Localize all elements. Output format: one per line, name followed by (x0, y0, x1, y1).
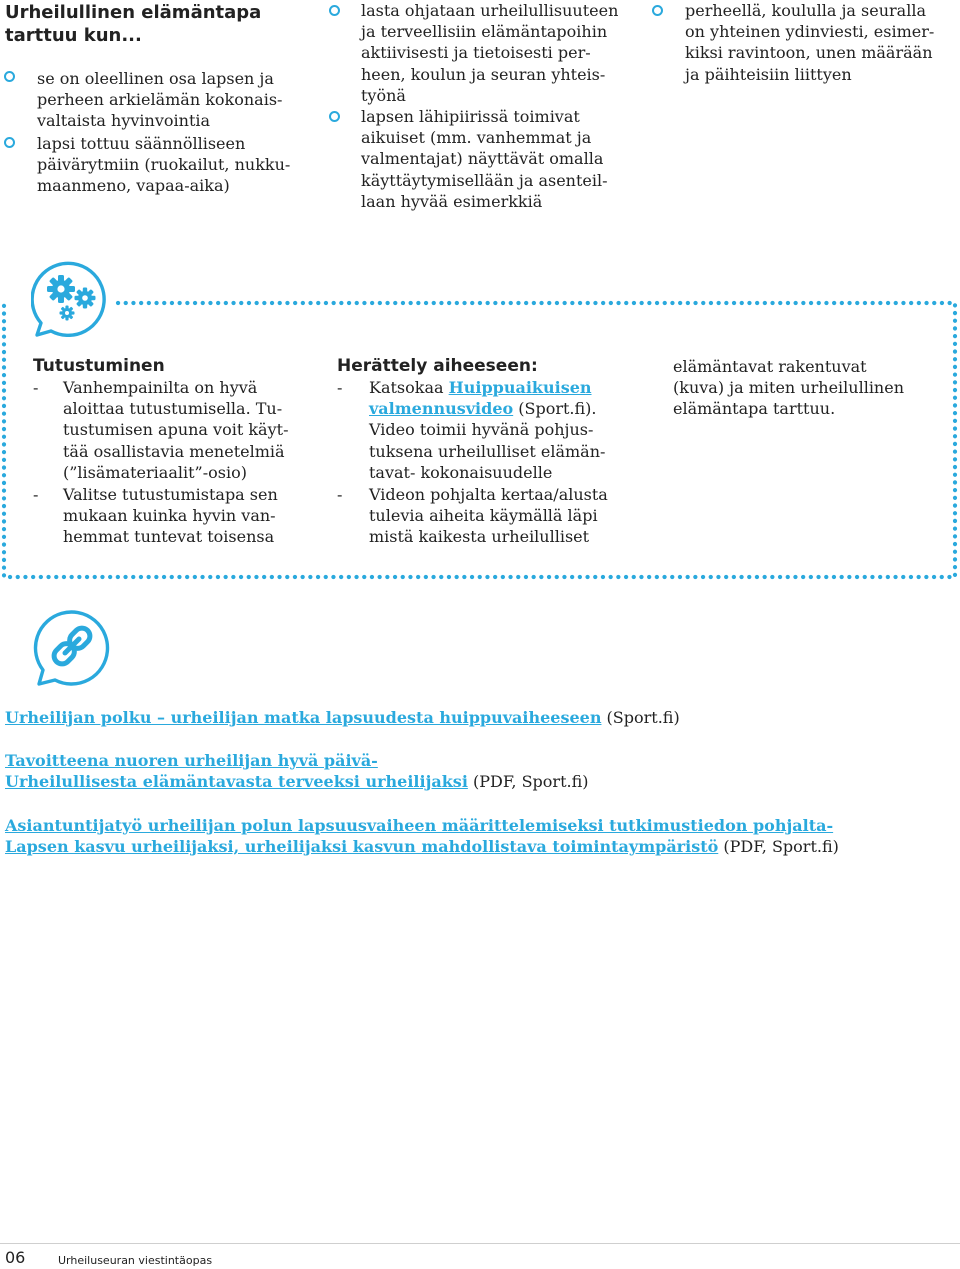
bullet-icon (4, 137, 15, 148)
text-line: päivärytmiin (ruokailut, nukku- (37, 155, 291, 175)
col3-item (685, 0, 934, 85)
text-line: Video toimii hyvänä pohjus- (369, 420, 594, 440)
box-left-column (33, 356, 165, 377)
text-line: hemmat tuntevat toisensa (63, 527, 275, 547)
text: (Sport.fi) (601, 708, 680, 727)
text-line: maanmeno, vapaa-aika) (37, 176, 230, 196)
footer-divider (0, 1243, 960, 1244)
text-line (5, 836, 839, 857)
bullet-icon (4, 71, 15, 82)
text-line: perheellä, koululla ja seuralla (685, 1, 926, 20)
resource-link-text[interactable]: Tavoitteena nuoren urheilijan hyvä päivä- (5, 751, 378, 770)
text-line: käyttäytymisellään ja asenteil- (361, 170, 608, 190)
text-line: (”lisämateriaalit”-osio) (63, 462, 247, 482)
video-link[interactable]: valmennusvideo (369, 399, 514, 419)
resource-link-text[interactable]: Urheilullisesta elämäntavasta terveeksi urheilijaksi (5, 772, 468, 792)
text-line: lasta ohjataan urheilullisuuteen (361, 1, 619, 20)
col1-item (37, 133, 290, 197)
dash: - (337, 485, 343, 504)
col2-item (361, 106, 608, 212)
box-heading: Herättely aiheeseen: (337, 356, 538, 376)
col2-item (361, 0, 618, 106)
section-title-line: Urheilullinen elämäntapa (5, 2, 262, 23)
text-line (5, 771, 589, 792)
text-line: kiksi ravintoon, unen määrään (685, 43, 933, 63)
resource-link (5, 750, 589, 792)
box-heading: Tutustuminen (33, 356, 165, 376)
text-line: ja päihteisiin liittyen (685, 64, 852, 84)
text-line: valmentajat) näyttävät omalla (361, 149, 604, 169)
gears-speech-bubble-icon (31, 261, 111, 337)
text: (PDF, Sport.fi) (467, 772, 589, 792)
text-line: tulevia aiheita käymällä läpi (369, 506, 598, 526)
text-line: Vanhempainilta on hyvä (63, 378, 258, 397)
text-line: työnä (361, 85, 406, 105)
text-line (369, 398, 605, 419)
text-line: tavat- kokonaisuudelle (369, 462, 553, 482)
box-item (63, 377, 288, 483)
box-item (369, 484, 608, 548)
text-line: lapsen lähipiirissä toimivat (361, 107, 580, 126)
resource-link-text[interactable]: Asiantuntijatyö urheilijan polun lapsuusvaiheen määrittelemiseksi tutkimustiedon pohjalta- (5, 816, 834, 835)
text-line: tuksena urheilulliset elämän- (369, 441, 606, 461)
text-line: heen, koulun ja seuran yhteis- (361, 64, 606, 84)
text: Katsokaa (369, 378, 449, 397)
resource-link-text[interactable]: Lapsen kasvu urheilijaksi, urheilijaksi kasvun mahdollistava toimintaympäristö (5, 837, 719, 857)
text-line: mistä kaikesta urheilulliset (369, 527, 590, 547)
text: (PDF, Sport.fi) (718, 837, 839, 857)
text-line: ja terveellisiin elämäntapoihin (361, 22, 608, 42)
text-line: aloittaa tutustumisella. Tu- (63, 399, 283, 419)
resource-link (5, 815, 839, 857)
text-line: Videon pohjalta kertaa/alusta (369, 485, 608, 504)
text: (Sport.fi). (513, 399, 597, 419)
text-line (5, 707, 680, 728)
link-speech-bubble-icon (33, 604, 111, 688)
text-line: tää osallistavia menetelmiä (63, 441, 285, 461)
text-line (5, 815, 839, 836)
dash: - (33, 378, 39, 397)
dash: - (337, 378, 343, 397)
text-line: on yhteinen ydinviesti, esimer- (685, 22, 935, 42)
section-title-line: tarttuu kun... (5, 25, 142, 46)
box-item (63, 484, 278, 548)
bullet-icon (329, 5, 340, 16)
text-line (5, 750, 589, 771)
section-title (5, 1, 261, 47)
dash: - (33, 485, 39, 504)
text-line: mukaan kuinka hyvin van- (63, 506, 276, 526)
text-line: laan hyvää esimerkkiä (361, 191, 543, 211)
box-item (369, 377, 605, 483)
text-line: aikuiset (mm. vanhemmat ja (361, 128, 592, 148)
text-line: aktiivisesti ja tietoisesti per- (361, 43, 591, 63)
text-line: perheen arkielämän kokonais- (37, 90, 283, 110)
text-line: (kuva) ja miten urheilullinen (673, 378, 905, 398)
text-line: valtaista hyvinvointia (37, 111, 211, 131)
footer-page-number: 06 (5, 1248, 26, 1267)
box-right-column (673, 356, 904, 420)
text-line: lapsi tottuu säännölliseen (37, 134, 246, 153)
video-link[interactable]: Huippuaikuisen (448, 378, 592, 397)
text-line: se on oleellinen osa lapsen ja (37, 69, 274, 88)
bullet-icon (652, 5, 663, 16)
bullet-icon (329, 111, 340, 122)
text-line: elämäntavat rakentuvat (673, 357, 867, 376)
footer-title: Urheiluseuran viestintäopas (58, 1254, 213, 1267)
text-line (369, 377, 605, 398)
text-line: tustumisen apuna voit käyt- (63, 420, 289, 440)
col1-item (37, 68, 282, 132)
text-line: elämäntapa tarttuu. (673, 399, 836, 419)
text-line: Valitse tutustumistapa sen (63, 485, 278, 504)
resource-link (5, 707, 680, 728)
resource-link-text[interactable]: Urheilijan polku – urheilijan matka lapsuudesta huippuvaiheeseen (5, 708, 602, 727)
